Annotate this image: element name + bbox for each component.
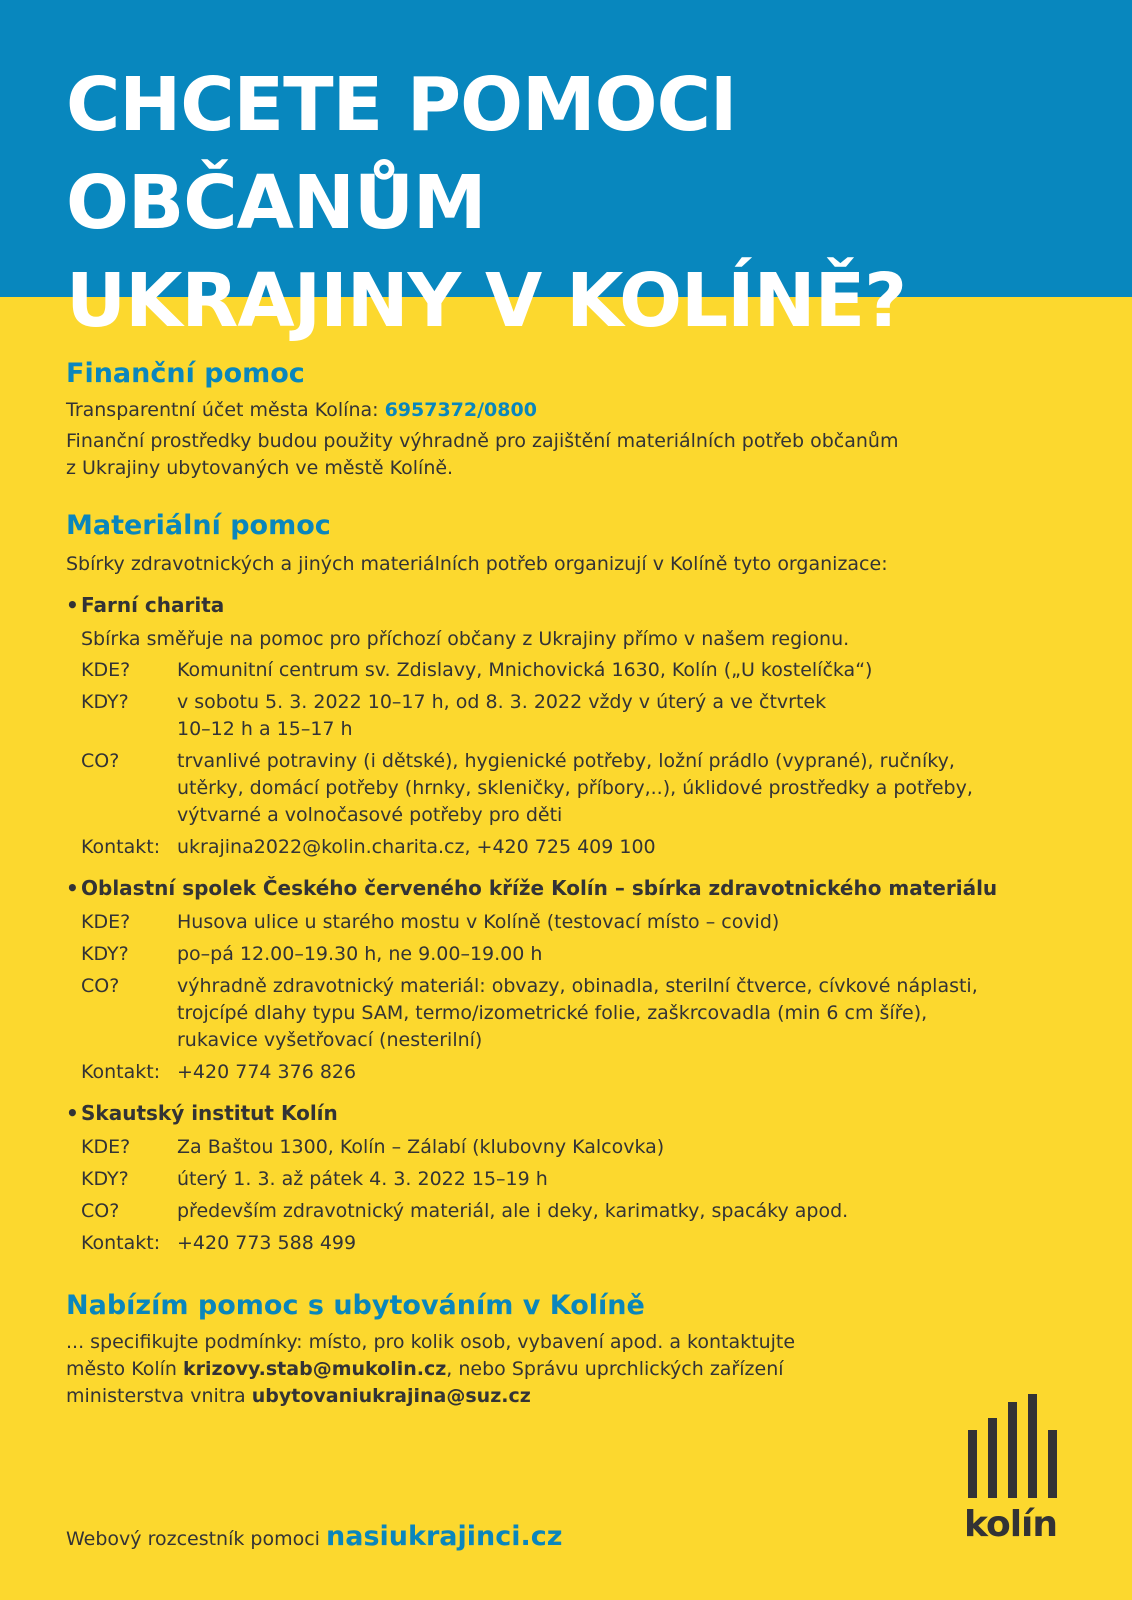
contact-label: Kontakt: bbox=[81, 1061, 161, 1083]
city-email-link[interactable]: krizovy.stab@mukolin.cz bbox=[183, 1358, 447, 1380]
logo-text: kolín bbox=[964, 1504, 1058, 1545]
account-label: Transparentní účet města Kolína: bbox=[66, 399, 385, 421]
when-label: KDY? bbox=[81, 691, 129, 713]
contact-value[interactable]: +420 774 376 826 bbox=[177, 1061, 357, 1083]
org-what-row bbox=[81, 973, 1076, 1054]
website-line bbox=[66, 1518, 562, 1558]
org-farni-charita bbox=[66, 590, 1076, 861]
main-content bbox=[66, 355, 1076, 1410]
org-contact-row bbox=[81, 1059, 1076, 1086]
when-value: po–pá 12.00–19.30 h, ne 9.00–19.00 h bbox=[177, 943, 543, 965]
logo-bar-5 bbox=[1048, 1430, 1057, 1498]
material-intro: Sbírky zdravotnických a jiných materiálních potřeb organizují v Kolíně tyto organizace: bbox=[66, 553, 888, 575]
material-heading: Materiální pomoc bbox=[66, 510, 331, 541]
logo-bar-2 bbox=[988, 1418, 997, 1498]
contact-label: Kontakt: bbox=[81, 836, 161, 858]
accommodation-text: ... specifikujte podmínky: místo, pro kolik osob, vybavení apod. a kontaktujte město Kolín krizovy.stab@mukolin.cz, nebo Správu uprchlických zařízení ministerstva vnitra ubytovaniukrajina@suz.cz bbox=[66, 1331, 796, 1407]
what-value: výhradně zdravotnický materiál: obvazy, obinadla, sterilní čtverce, cívkové náplasti, trojcípé dlahy typu SAM, termo/izometrické folie, zaškrcovadla (min 6 cm šíře), rukavice vyšetřovací (nesterilní) bbox=[177, 975, 978, 1051]
org-skautsky-institut bbox=[66, 1098, 1076, 1257]
org-where-row bbox=[81, 657, 1076, 684]
where-label: KDE? bbox=[81, 659, 131, 681]
org-title bbox=[66, 873, 1076, 903]
org-where-row bbox=[81, 1134, 1076, 1161]
page-title-line-2: UKRAJINY V KOLÍNĚ? bbox=[66, 258, 907, 344]
org-contact-row bbox=[81, 834, 1076, 861]
where-label: KDE? bbox=[81, 1136, 131, 1158]
header-banner bbox=[0, 0, 1132, 344]
suz-email-link[interactable]: ubytovaniukrajina@suz.cz bbox=[251, 1385, 531, 1407]
financial-description-line-1: Finanční prostředky budou použity výhradně pro zajištění materiálních potřeb občanům bbox=[66, 430, 899, 452]
org-when-row bbox=[81, 941, 1076, 968]
org-intro: Sbírka směřuje na pomoc pro příchozí občany z Ukrajiny přímo v našem regionu. bbox=[81, 628, 850, 650]
org-title bbox=[66, 1098, 1076, 1128]
org-what-row bbox=[81, 1198, 1076, 1225]
logo-bar-4 bbox=[1028, 1394, 1037, 1498]
org-name: Skautský institut Kolín bbox=[81, 1101, 338, 1125]
account-line bbox=[66, 397, 1076, 424]
bullet-icon: • bbox=[66, 1101, 79, 1125]
contact-value[interactable]: +420 773 588 499 bbox=[177, 1232, 357, 1254]
bullet-icon: • bbox=[66, 876, 79, 900]
contact-label: Kontakt: bbox=[81, 1232, 161, 1254]
logo-bar-3 bbox=[1008, 1402, 1017, 1498]
org-when-row bbox=[81, 689, 1076, 743]
account-number[interactable]: 6957372/0800 bbox=[384, 399, 537, 421]
org-cerveny-kriz bbox=[66, 873, 1076, 1086]
what-label: CO? bbox=[81, 1200, 120, 1222]
org-name: Farní charita bbox=[81, 593, 225, 617]
org-what-row bbox=[81, 748, 1076, 829]
when-label: KDY? bbox=[81, 1168, 129, 1190]
where-value: Za Baštou 1300, Kolín – Zálabí (klubovny Kalcovka) bbox=[177, 1136, 665, 1158]
financial-description bbox=[66, 428, 1076, 482]
where-value: Komunitní centrum sv. Zdislavy, Mnichovická 1630, Kolín („U kostelíčka“) bbox=[177, 659, 873, 681]
page-title bbox=[66, 56, 1106, 350]
org-contact-row bbox=[81, 1230, 1076, 1257]
accommodation-heading: Nabízím pomoc s ubytováním v Kolíně bbox=[66, 1290, 645, 1321]
what-value: především zdravotnický materiál, ale i deky, karimatky, spacáky apod. bbox=[177, 1200, 849, 1222]
page-title-line-1: CHCETE POMOCI OBČANŮM bbox=[66, 62, 737, 246]
when-label: KDY? bbox=[81, 943, 129, 965]
org-title bbox=[66, 590, 1076, 620]
website-link[interactable]: nasiukrajinci.cz bbox=[326, 1521, 563, 1552]
what-label: CO? bbox=[81, 975, 120, 997]
what-label: CO? bbox=[81, 750, 120, 772]
what-value: trvanlivé potraviny (i dětské), hygienické potřeby, ložní prádlo (vyprané), ručníky, utěrky, domácí potřeby (hrnky, skleničky, příbory,..), úklidové prostředky a potřeby, výtvarné a volnočasové potřeby pro děti bbox=[177, 750, 973, 826]
when-value: v sobotu 5. 3. 2022 10–17 h, od 8. 3. 2022 vždy v úterý a ve čtvrtek 10–12 h a 15–17 h bbox=[177, 691, 827, 740]
where-label: KDE? bbox=[81, 911, 131, 933]
contact-value[interactable]: ukrajina2022@kolin.charita.cz, +420 725 409 100 bbox=[177, 836, 656, 858]
kolin-logo bbox=[964, 1394, 1068, 1554]
org-when-row bbox=[81, 1166, 1076, 1193]
when-value: úterý 1. 3. až pátek 4. 3. 2022 15–19 h bbox=[177, 1168, 548, 1190]
org-name: Oblastní spolek Českého červeného kříže Kolín – sbírka zdravotnického materiálu bbox=[81, 876, 998, 900]
bullet-icon: • bbox=[66, 593, 79, 617]
logo-bar-1 bbox=[968, 1430, 977, 1498]
website-label: Webový rozcestník pomoci bbox=[66, 1528, 326, 1550]
financial-description-line-2: z Ukrajiny ubytovaných ve městě Kolíně. bbox=[66, 457, 454, 479]
financial-heading: Finanční pomoc bbox=[66, 358, 305, 389]
where-value: Husova ulice u starého mostu v Kolíně (testovací místo – covid) bbox=[177, 911, 780, 933]
org-where-row bbox=[81, 909, 1076, 936]
